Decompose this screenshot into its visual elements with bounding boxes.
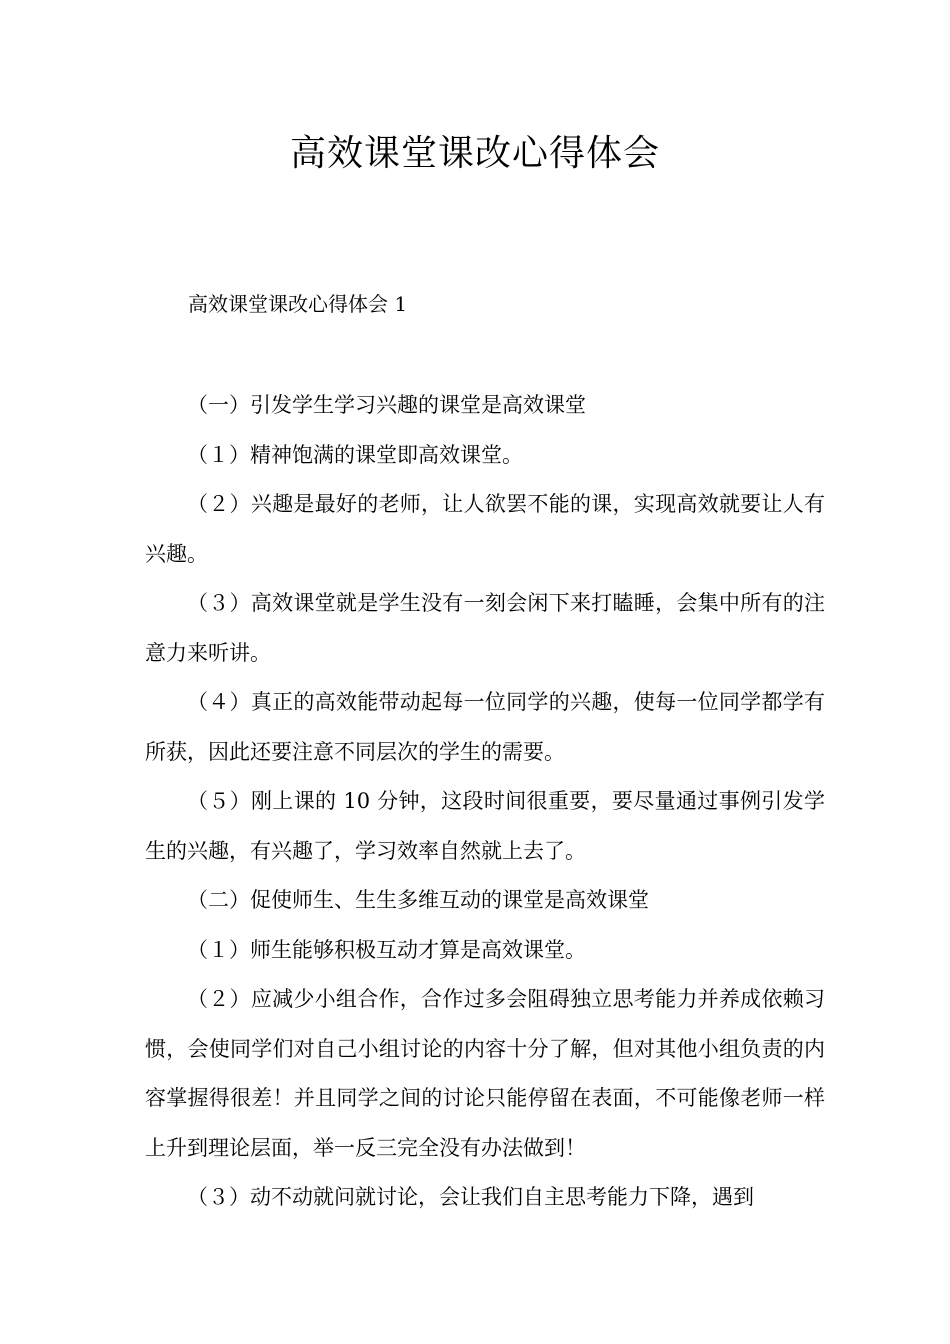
document-subtitle: 高效课堂课改心得体会 1 (188, 292, 408, 316)
paragraph: （２）应减少小组合作，合作过多会阻碍独立思考能力并养成依赖习惯，会使同学们对自己小组讨论的内容十分了解，但对其他小组负责的内容掌握得很差！并且同学之间的讨论只能停留在表面，不可能像老师一样上升到理论层面，举一反三完全没有办法做到！ (145, 987, 825, 1160)
paragraph: （二）促使师生、生生多维互动的课堂是高效课堂 (187, 888, 649, 912)
paragraph: （１）师生能够积极互动才算是高效课堂。 (187, 937, 586, 962)
paragraph: （２）兴趣是最好的老师，让人欲罢不能的课，实现高效就要让人有兴趣。 (145, 492, 825, 566)
paragraph: （３）动不动就问就讨论，会让我们自主思考能力下降，遇到 (187, 1185, 754, 1209)
document-body (145, 381, 825, 1223)
paragraph: （４）真正的高效能带动起每一位同学的兴趣，使每一位同学都学有所获，因此还要注意不同层次的学生的需要。 (145, 690, 825, 764)
paragraph: （５）刚上课的 10 分钟，这段时间很重要，要尽量通过事例引发学生的兴趣，有兴趣了，学习效率自然就上去了。 (145, 789, 825, 863)
paragraph: （１）精神饱满的课堂即高效课堂。 (187, 442, 523, 467)
paragraph: （一）引发学生学习兴趣的课堂是高效课堂 (187, 393, 586, 417)
paragraph: （３）高效课堂就是学生没有一刻会闲下来打瞌睡，会集中所有的注意力来听讲。 (145, 591, 825, 665)
document-title: 高效课堂课改心得体会 (289, 133, 660, 174)
